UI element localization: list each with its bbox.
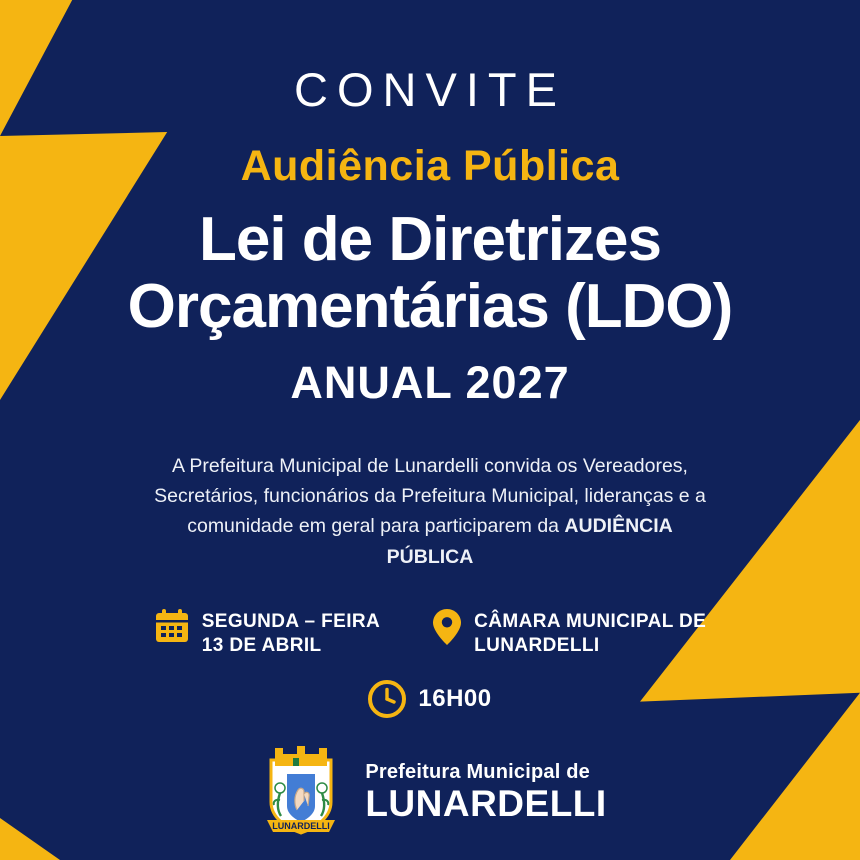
- brand-top-label: Prefeitura Municipal de: [365, 761, 590, 784]
- brand-text: [365, 761, 607, 825]
- brand-bottom-label: LUNARDELLI: [365, 783, 607, 825]
- calendar-icon: [154, 608, 190, 644]
- clock-icon: [368, 680, 406, 718]
- event-time-text: 16H00: [418, 685, 492, 713]
- page-title: [128, 207, 733, 341]
- invitation-paragraph: [150, 451, 710, 572]
- event-date-item: [154, 608, 380, 659]
- page-title-sub: ANUAL 2027: [290, 356, 570, 408]
- event-date-line2: 13 DE ABRIL: [201, 635, 322, 657]
- footer-brand: [253, 744, 606, 840]
- event-date-line1: SEGUNDA – FEIRA: [201, 610, 381, 632]
- subtitle-audiencia-publica: Audiência Pública: [240, 142, 620, 190]
- page-title-line2: Orçamentárias (LDO): [127, 271, 733, 341]
- event-time-row: [368, 680, 491, 718]
- kicker-convite: CONVITE: [294, 63, 566, 116]
- event-info-row: [154, 608, 707, 659]
- location-pin-icon: [432, 608, 462, 646]
- event-location-line1: CÂMARA MUNICIPAL DE: [474, 610, 707, 632]
- invitation-paragraph-text: A Prefeitura Municipal de Lunardelli convida os Vereadores, Secretários, funcionários da Prefeitura Municipal, lideranças e a comunidade em geral para participarem da: [154, 454, 706, 538]
- invitation-paragraph-highlight: AUDIÊNCIA PÚBLICA: [386, 515, 673, 568]
- lunardelli-coat-of-arms: [253, 744, 349, 840]
- event-date-text: [202, 608, 380, 659]
- event-location-line2: LUNARDELLI: [474, 635, 600, 657]
- event-location-text: [474, 608, 706, 659]
- event-location-item: [432, 608, 706, 659]
- page-title-line1: Lei de Diretrizes: [199, 205, 661, 274]
- crest-banner-label: LUNARDELLI: [272, 821, 331, 832]
